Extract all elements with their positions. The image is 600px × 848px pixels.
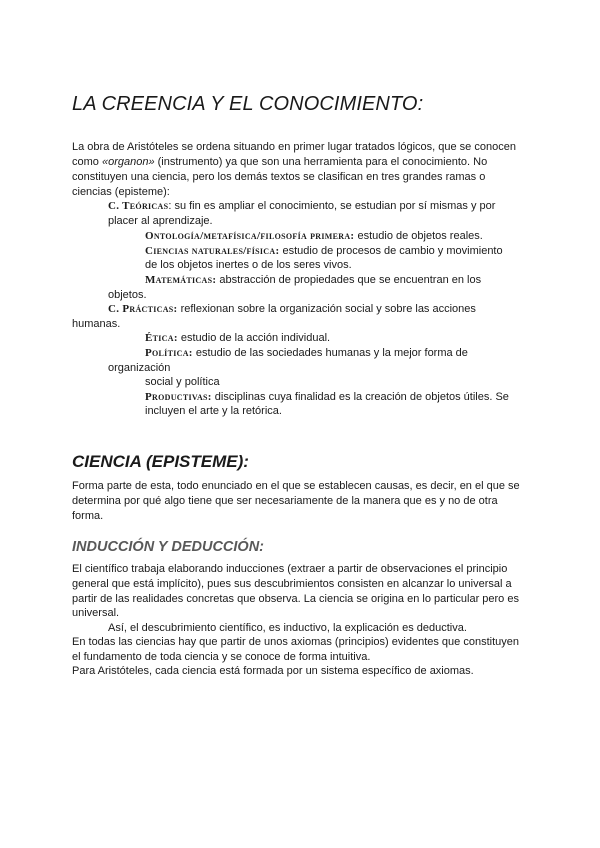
productivas-label: Productivas: xyxy=(145,391,212,403)
etica-item xyxy=(145,331,330,345)
ciencias-naturales-text: estudio de procesos de cambio y movimiento xyxy=(279,245,503,257)
intro-line-2-pre: como xyxy=(72,156,102,168)
intro-line-2 xyxy=(72,155,487,169)
teoricas-text: : su fin es ampliar el conocimiento, se estudian por sí mismas y por xyxy=(168,200,496,212)
practicas-line-2: humanas. xyxy=(72,318,121,330)
induccion-line-8: Para Aristóteles, cada ciencia está formada por un sistema específico de axiomas. xyxy=(72,665,474,677)
practicas-label: C. Prácticas: xyxy=(108,303,178,315)
intro-line-1: La obra de Aristóteles se ordena situando en primer lugar tratados lógicos, que se conocen xyxy=(72,141,516,153)
ciencia-line-3: forma. xyxy=(72,510,104,522)
politica-text: estudio de las sociedades humanas y la mejor forma de xyxy=(192,347,468,359)
induccion-line-3: partir de las realidades concretas que observa. La ciencia se origina en lo particular pero es xyxy=(72,593,519,605)
induccion-heading: INDUCCIÓN Y DEDUCCIÓN: xyxy=(72,539,265,555)
productivas-item xyxy=(145,390,509,404)
induccion-line-5: Así, el descubrimiento científico, es inductivo, la explicación es deductiva. xyxy=(108,622,467,634)
induccion-line-4: universal. xyxy=(72,607,120,619)
etica-label: Ética: xyxy=(145,332,178,344)
intro-line-2-post: (instrumento) ya que son una herramienta para el conocimiento. No xyxy=(154,156,488,168)
teoricas-line-1 xyxy=(108,199,495,213)
ciencia-line-1: Forma parte de esta, todo enunciado en el que se establecen causas, es decir, en el que se xyxy=(72,480,520,492)
organon-term: «organon» xyxy=(101,156,155,168)
politica-item xyxy=(145,346,468,360)
induccion-line-6: En todas las ciencias hay que partir de unos axiomas (principios) evidentes que constituyen xyxy=(72,636,519,648)
induccion-line-2: general que está implícito), pues sus descubrimientos consisten en alcanzar lo universal a xyxy=(72,578,512,590)
etica-text: estudio de la acción individual. xyxy=(177,332,331,344)
ciencias-naturales-line-2: de los objetos inertes o de los seres vivos. xyxy=(145,259,352,271)
ontologia-label: Ontología/metafísica/filosofía primera: xyxy=(145,230,355,242)
induccion-line-1: El científico trabaja elaborando inducciones (extraer a partir de observaciones el principio xyxy=(72,563,508,575)
ciencia-heading: CIENCIA (EPISTEME): xyxy=(72,452,249,471)
ciencias-naturales-item xyxy=(145,244,503,258)
politica-line-2: organización xyxy=(108,362,171,374)
induccion-line-7: el fundamento de toda ciencia y se conoce de forma intuitiva. xyxy=(72,651,371,663)
productivas-line-2: incluyen el arte y la retórica. xyxy=(145,405,282,417)
matematicas-text: abstracción de propiedades que se encuentran en los xyxy=(216,274,482,286)
ontologia-text: estudio de objetos reales. xyxy=(354,230,483,242)
matematicas-line-2: objetos. xyxy=(108,289,147,301)
ciencia-line-2: determina por qué algo tiene que ser necesariamente de la manera que es y no de otra xyxy=(72,495,498,507)
document-title: LA CREENCIA Y EL CONOCIMIENTO: xyxy=(72,93,424,115)
matematicas-item xyxy=(145,273,481,287)
practicas-line-1 xyxy=(108,302,476,316)
practicas-text: reflexionan sobre la organización social y sobre las acciones xyxy=(177,303,476,315)
intro-line-3: constituyen una ciencia, pero los demás textos se clasifican en tres grandes ramas o xyxy=(72,171,486,183)
politica-line-3: social y política xyxy=(145,376,220,388)
politica-label: Política: xyxy=(145,347,193,359)
teoricas-label: C. Teóricas xyxy=(108,200,169,212)
productivas-text: disciplinas cuya finalidad es la creación de objetos útiles. Se xyxy=(211,391,509,403)
matematicas-label: Matemáticas: xyxy=(145,274,217,286)
intro-line-4: ciencias (episteme): xyxy=(72,186,170,198)
ciencias-naturales-label: Ciencias naturales/física: xyxy=(145,245,280,257)
ontologia-item xyxy=(145,229,483,243)
teoricas-line-2: placer al aprendizaje. xyxy=(108,215,213,227)
